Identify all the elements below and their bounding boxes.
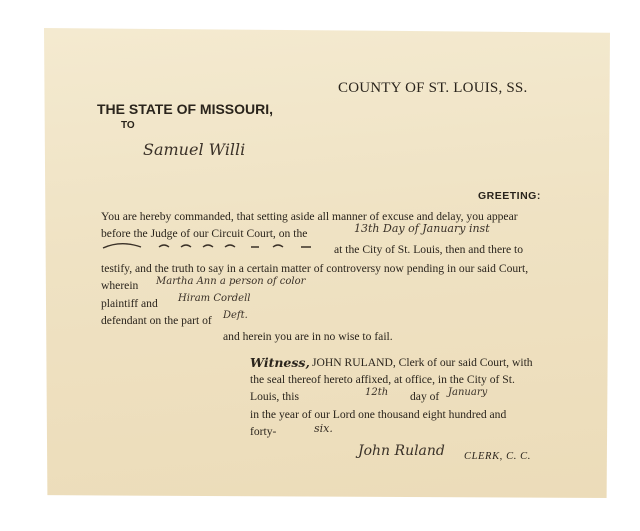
- day-handwritten: 12th: [365, 387, 389, 398]
- clerk-signature: John Ruland: [358, 443, 445, 459]
- command-line-1: You are hereby commanded, that setting aside all manner of excuse and delay, you appear: [101, 210, 518, 223]
- witness-line-5: forty-: [250, 425, 277, 438]
- command-line-2: before the Judge of our Circuit Court, on the: [101, 227, 308, 240]
- year-handwritten: six.: [314, 422, 333, 435]
- witness-line-3a: Louis, this: [250, 390, 299, 403]
- state-heading: THE STATE OF MISSOURI,: [97, 101, 274, 117]
- party-handwritten: Deft.: [223, 310, 248, 321]
- greeting-label: GREETING:: [478, 190, 541, 202]
- witness-line-4: in the year of our Lord one thousand eight hundred and: [250, 408, 507, 421]
- wherein-label: wherein: [101, 279, 139, 292]
- witness-line-1: JOHN RULAND, Clerk of our said Court, with: [312, 356, 533, 369]
- defendant-name-handwritten: Hiram Cordell: [178, 293, 251, 304]
- to-label: TO: [121, 120, 135, 131]
- witness-label: Witness,: [250, 355, 310, 370]
- blank-line-scrawl: [101, 238, 329, 252]
- witness-line-2: the seal thereof hereto affixed, at office, in the City of St.: [250, 373, 515, 386]
- plaintiff-label: plaintiff and: [101, 297, 158, 310]
- witness-line-3b: day of: [410, 390, 440, 403]
- fail-line: and herein you are in no wise to fail.: [223, 330, 393, 343]
- plaintiff-name-handwritten: Martha Ann a person of color: [156, 276, 306, 287]
- county-heading: COUNTY OF ST. LOUIS, SS.: [338, 80, 528, 96]
- command-line-4: testify, and the truth to say in a certain matter of controversy now pending in our said Court,: [101, 262, 529, 275]
- appearance-date-handwritten: 13th Day of January inst: [354, 222, 490, 235]
- recipient-name-handwritten: Samuel Willi: [143, 140, 246, 159]
- command-line-3: at the City of St. Louis, then and there to: [334, 243, 524, 256]
- month-handwritten: January: [448, 387, 488, 398]
- defendant-label: defendant on the part of: [101, 314, 212, 327]
- clerk-title: CLERK, C. C.: [464, 451, 532, 462]
